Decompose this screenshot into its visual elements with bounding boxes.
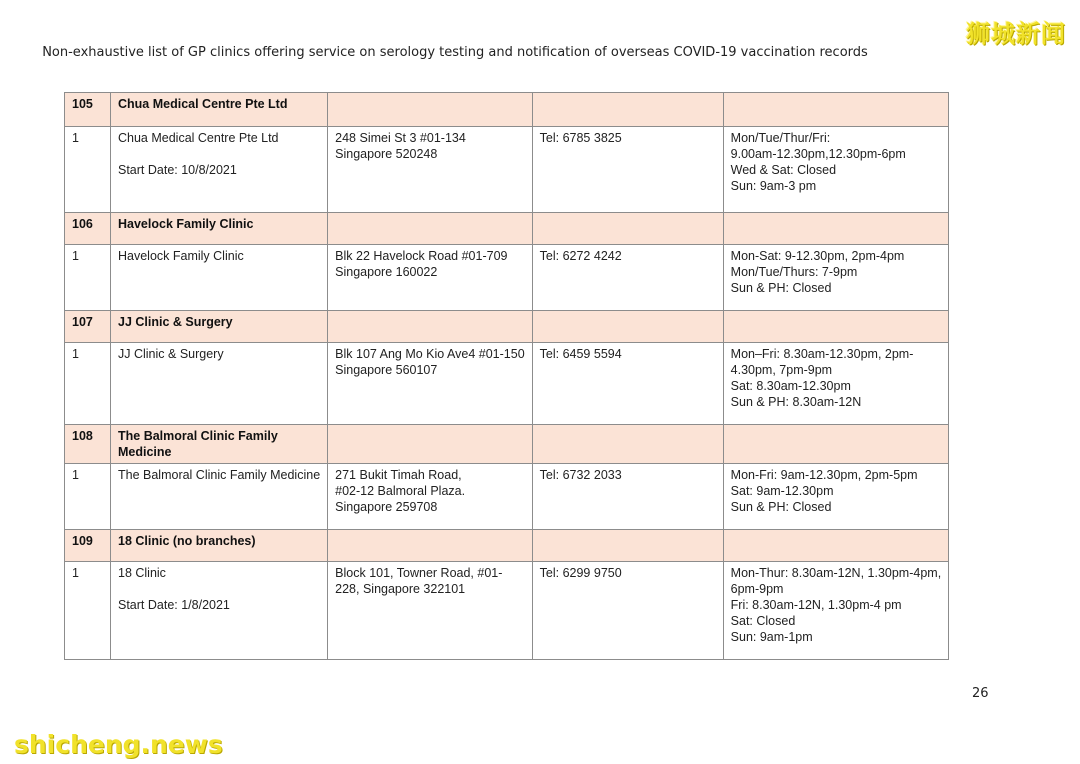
clinic-header-name: 18 Clinic (no branches) [111,530,328,562]
page-number: 26 [972,686,989,701]
document-title: Non-exhaustive list of GP clinics offering service on serology testing and notification of overseas COVID-19 vaccination records [42,45,868,60]
hours-cell [723,343,949,425]
address-line: 271 Bukit Timah Road, [335,468,462,482]
hours-line: Mon-Sat: 9-12.30pm, 2pm-4pm [730,249,905,263]
address-line: Singapore 520248 [335,147,438,161]
clinic-detail-row [65,343,949,425]
clinic-detail-row [65,127,949,213]
watermark-chinese: 狮城新闻 [966,20,1066,48]
hours-cell [723,245,949,311]
address-cell [328,343,533,425]
address-line: Block 101, Towner Road, #01- [335,566,503,580]
watermark-english: shicheng.news [14,730,223,759]
clinic-header-name: Havelock Family Clinic [111,213,328,245]
clinic-detail-row [65,562,949,660]
address-cell [328,464,533,530]
hours-line: Sat: 9am-12.30pm [730,484,834,498]
address-line: 228, Singapore 322101 [335,582,466,596]
hours-line: Mon/Tue/Thurs: 7-9pm [730,265,858,279]
clinic-header-name: Medicine [118,445,172,459]
hours-line: Sun & PH: Closed [730,500,832,514]
address-line: Blk 107 Ang Mo Kio Ave4 #01-150 [335,347,525,361]
hours-line: 6pm-9pm [730,582,784,596]
clinic-name: The Balmoral Clinic Family Medicine [118,468,321,482]
clinic-index: 1 [65,464,111,530]
hours-line: Sun: 9am-3 pm [730,179,817,193]
hours-line: Sat: Closed [730,614,796,628]
clinic-name-cell [111,562,328,660]
clinic-name-cell [111,343,328,425]
address-cell [328,127,533,213]
clinic-index: 1 [65,562,111,660]
address-cell [328,245,533,311]
clinic-name-cell [111,464,328,530]
hours-cell [723,464,949,530]
hours-line: Sat: 8.30am-12.30pm [730,379,851,393]
clinic-index: 1 [65,343,111,425]
hours-line: 9.00am-12.30pm,12.30pm-6pm [730,147,906,161]
start-date: Start Date: 1/8/2021 [118,598,230,612]
hours-line: Mon-Fri: 9am-12.30pm, 2pm-5pm [730,468,918,482]
tel-cell: Tel: 6785 3825 [532,127,723,213]
start-date: Start Date: 10/8/2021 [118,163,237,177]
clinic-header-row [65,93,949,127]
clinic-number: 105 [65,93,111,127]
clinic-number: 108 [65,425,111,464]
hours-line: Mon–Fri: 8.30am-12.30pm, 2pm- [730,347,914,361]
clinic-header-row [65,311,949,343]
address-cell [328,562,533,660]
address-line: #02-12 Balmoral Plaza. [335,484,466,498]
clinic-number: 109 [65,530,111,562]
clinic-header-row [65,425,949,464]
clinic-header-row [65,530,949,562]
tel-cell: Tel: 6299 9750 [532,562,723,660]
hours-line: Mon-Thur: 8.30am-12N, 1.30pm-4pm, [730,566,942,580]
tel-cell: Tel: 6272 4242 [532,245,723,311]
clinic-header-name-cell [111,425,328,464]
clinic-detail-row [65,464,949,530]
hours-line: Mon/Tue/Thur/Fri: [730,131,831,145]
tel-cell: Tel: 6459 5594 [532,343,723,425]
clinic-number: 106 [65,213,111,245]
hours-cell [723,562,949,660]
clinic-name: Chua Medical Centre Pte Ltd [118,131,279,145]
clinic-detail-row [65,245,949,311]
clinic-name-cell [111,127,328,213]
clinics-table [64,92,949,660]
hours-line: Fri: 8.30am-12N, 1.30pm-4 pm [730,598,902,612]
clinic-index: 1 [65,127,111,213]
clinic-name-cell [111,245,328,311]
hours-line: Wed & Sat: Closed [730,163,837,177]
clinic-header-name: The Balmoral Clinic Family [118,429,278,443]
hours-line: Sun: 9am-1pm [730,630,813,644]
clinic-index: 1 [65,245,111,311]
clinic-number: 107 [65,311,111,343]
address-line: Blk 22 Havelock Road #01-709 [335,249,508,263]
hours-line: Sun & PH: 8.30am-12N [730,395,862,409]
clinic-header-row [65,213,949,245]
clinic-name: 18 Clinic [118,566,166,580]
address-line: Singapore 160022 [335,265,438,279]
clinic-header-name: JJ Clinic & Surgery [111,311,328,343]
address-line: 248 Simei St 3 #01-134 [335,131,466,145]
tel-cell: Tel: 6732 2033 [532,464,723,530]
hours-line: Sun & PH: Closed [730,281,832,295]
address-line: Singapore 259708 [335,500,438,514]
clinic-name: JJ Clinic & Surgery [118,347,224,361]
address-line: Singapore 560107 [335,363,438,377]
clinic-name: Havelock Family Clinic [118,249,244,263]
hours-line: 4.30pm, 7pm-9pm [730,363,833,377]
hours-cell [723,127,949,213]
clinic-header-name: Chua Medical Centre Pte Ltd [111,93,328,127]
